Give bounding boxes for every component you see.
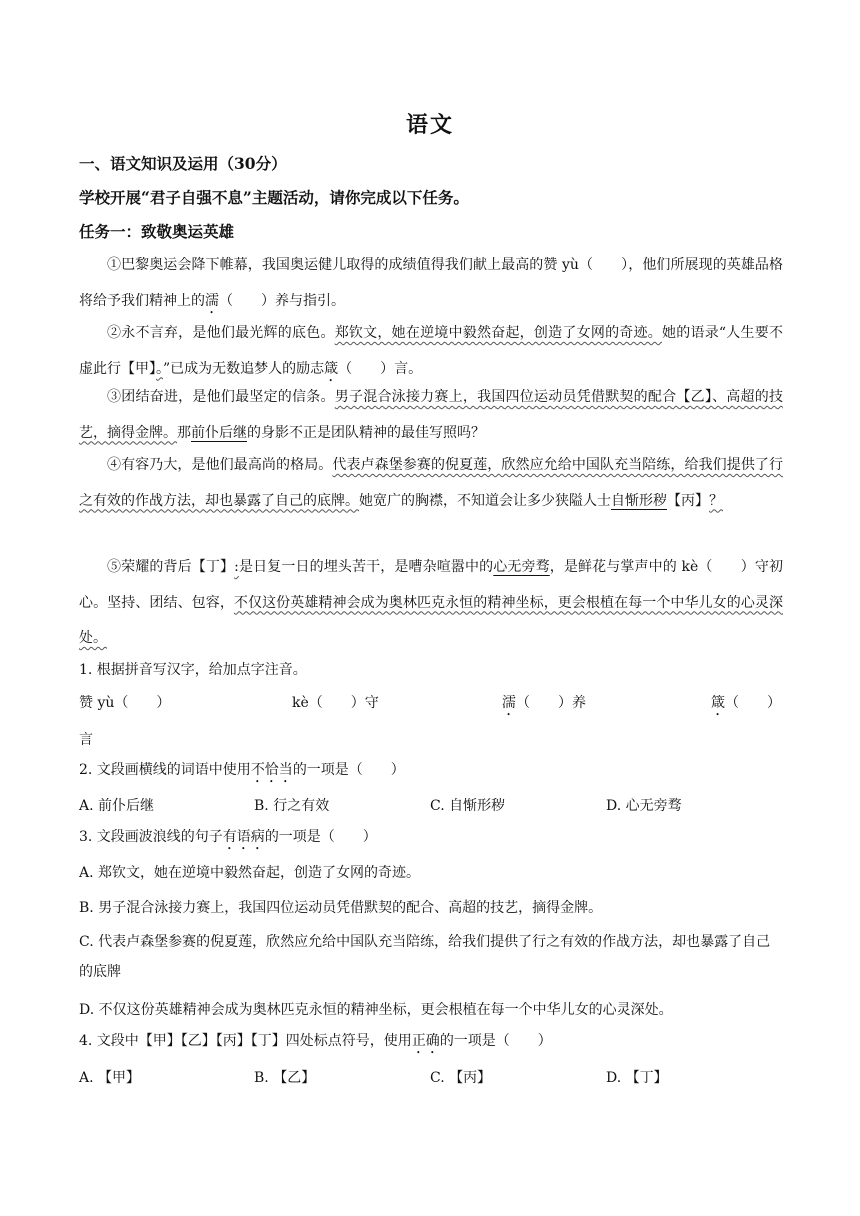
option-c[interactable]: C. 代表卢森堡参赛的倪夏莲，欣然应允给中国队充当陪练，给我们提供了行之有效的作战方法，却也暴露了自己的底牌	[79, 934, 771, 980]
question-2: 2. 文段画横线的词语中使用不恰当的一项是（ ）	[79, 762, 405, 778]
option-c[interactable]: C. 【丙】	[430, 1070, 492, 1086]
option-b[interactable]: B. 行之有效	[254, 798, 330, 814]
answer-blank[interactable]: 濡（ ）养	[502, 695, 586, 711]
wavy-sentence: 不仅这份英雄精神会成为奥林匹克永恒的精神坐标，更会根植在每一个中华儿女的心灵深处。	[79, 594, 784, 646]
option-d[interactable]: D. 【丁】	[606, 1070, 668, 1086]
option-a[interactable]: A. 【甲】	[79, 1070, 141, 1086]
answer-blank[interactable]: 箴（ ）	[711, 695, 781, 711]
wavy-sentence: 代表卢森堡参赛的倪夏莲，欣然应允给中国队充当陪练，给我们提供了行之有效的作战方法，却也暴露了自己的底牌。	[79, 457, 784, 509]
underlined-word: 前仆后继	[191, 424, 247, 441]
dotted-char: 濡	[205, 292, 219, 309]
wavy-sentence: 郑钦文，她在逆境中毅然奋起，创造了女网的奇迹。	[334, 325, 662, 341]
answer-blank-continuation: 言	[79, 732, 93, 748]
underlined-word: 心无旁骛	[493, 559, 550, 575]
dotted-char: 箴	[324, 360, 339, 377]
option-d[interactable]: D. 心无旁骛	[606, 798, 682, 814]
option-b[interactable]: B. 【乙】	[254, 1070, 316, 1086]
question-4: 4. 文段中【甲】【乙】【丙】【丁】四处标点符号，使用正确的一项是（ ）	[79, 1033, 552, 1049]
option-a[interactable]: A. 前仆后继	[79, 798, 155, 814]
activity-intro: 学校开展“君子自强不息”主题活动，请你完成以下任务。	[79, 188, 469, 207]
wavy-sentence: 男子混合泳接力赛上，我国四位运动员凭借默契的配合【乙】、高超的技艺，摘得金牌。	[79, 389, 784, 441]
option-b[interactable]: B. 男子混合泳接力赛上，我国四位运动员凭借默契的配合、高超的技艺，摘得金牌。	[79, 900, 603, 916]
passage-paragraph-5: ⑤荣耀的背后【丁】:是日复一日的埋头苦干，是嘈杂喧嚣中的心无旁骛，是鲜花与掌声中的 kè（ ）守初心。坚持、团结、包容，不仅这份英雄精神会成为奥林匹克永恒的精神坐标，更会根植在每一个中华儿女的心灵深处。	[79, 559, 784, 646]
passage-paragraph-2: ②永不言弃，是他们最光辉的底色。郑钦文，她在逆境中毅然奋起，创造了女网的奇迹。她的语录“人生要不虚此行【甲】。”已成为无数追梦人的励志箴（ ）言。	[79, 325, 784, 377]
underlined-word: 自惭形秽	[611, 492, 667, 509]
option-c[interactable]: C. 自惭形秽	[430, 798, 506, 814]
task-heading: 任务一：致敬奥运英雄	[79, 222, 235, 241]
passage-paragraph-4: ④有容乃大，是他们最高尚的格局。代表卢森堡参赛的倪夏莲，欣然应允给中国队充当陪练，给我们提供了行之有效的作战方法，却也暴露了自己的底牌。她宽广的胸襟，不知道会让多少狭隘人士自惭形秽【丙】？	[79, 457, 784, 509]
page-title: 语文	[405, 112, 454, 138]
passage-paragraph-3: ③团结奋进，是他们最坚定的信条。男子混合泳接力赛上，我国四位运动员凭借默契的配合【乙】、高超的技艺，摘得金牌。那前仆后继的身影不正是团队精神的最佳写照吗？	[79, 389, 784, 441]
question-1: 1. 根据拼音写汉字，给加点字注音。	[79, 662, 307, 678]
option-a[interactable]: A. 郑钦文，她在逆境中毅然奋起，创造了女网的奇迹。	[79, 865, 421, 881]
answer-blank[interactable]: kè（ ）守	[292, 695, 379, 711]
question-3: 3. 文段画波浪线的句子有语病的一项是（ ）	[79, 829, 377, 845]
answer-blank[interactable]: 赞 yù（ ）	[79, 695, 171, 711]
option-d[interactable]: D. 不仅这份英雄精神会成为奥林匹克永恒的精神坐标，更会根植在每一个中华儿女的心灵深处。	[79, 1002, 673, 1018]
passage-paragraph-1: ①巴黎奥运会降下帷幕，我国奥运健儿取得的成绩值得我们献上最高的赞 yù（ ），他们所展现的英雄品格将给予我们精神上的濡（ ）养与指引。	[79, 257, 783, 309]
section-heading: 一、语文知识及运用（30分）	[79, 154, 287, 173]
